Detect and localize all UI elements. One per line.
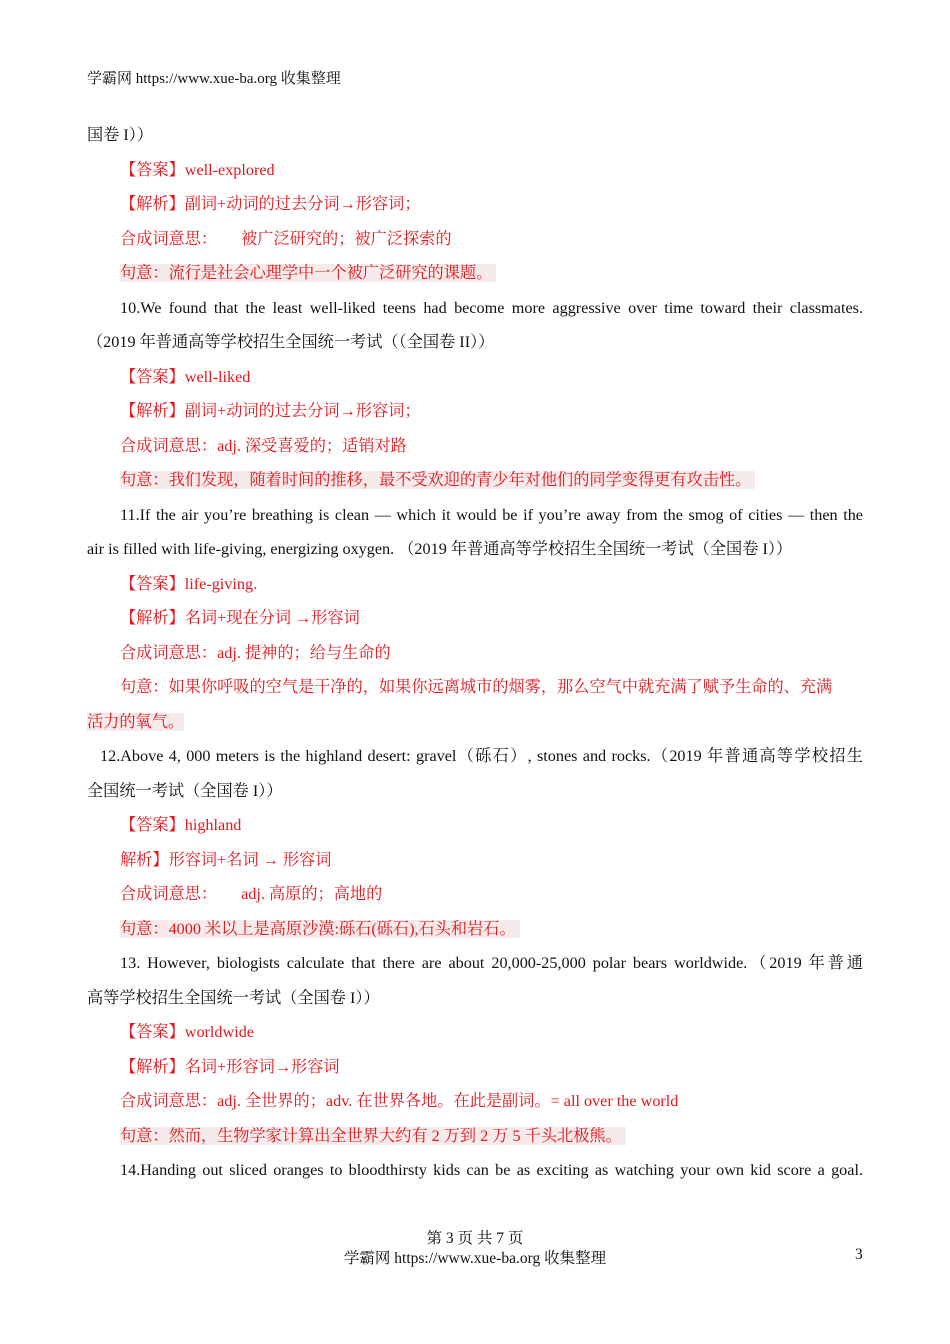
sentence-line xyxy=(87,670,863,705)
sentence-text-2: 活力的氧气。 xyxy=(87,712,185,731)
analysis-text: 名词+现在分词 →形容词 xyxy=(184,609,360,627)
document-body xyxy=(87,118,863,1188)
footer-site: 学霸网 https://www.xue-ba.org 收集整理 xyxy=(343,1250,607,1267)
sentence-line xyxy=(87,463,863,498)
sentence-line-2 xyxy=(87,705,863,740)
answer-label: 【答案】 xyxy=(120,367,185,386)
question-line: 14.Handing out sliced oranges to bloodthirsty kids can be as exciting as watching your own kid score a goal. xyxy=(120,1161,863,1179)
meaning-text: 被广泛研究的；被广泛探索的 xyxy=(241,229,452,248)
meaning-text: adj. 提神的；给与生命的 xyxy=(217,643,391,662)
analysis-text: 形容词+名词 → 形容词 xyxy=(168,850,332,869)
question-line-2: 高等学校招生全国统一考试（全国卷 I）） xyxy=(87,988,380,1007)
sentence-text: 然而，生物学家计算出全世界大约有 2 万到 2 万 5 千头北极熊。 xyxy=(168,1126,622,1145)
answer-text: life-giving. xyxy=(184,574,258,593)
sentence-text: 如果你呼吸的空气是干净的，如果你远离城市的烟雾，那么空气中就充满了赋予生命的、充满 xyxy=(168,678,833,696)
answer-label: 【答案】 xyxy=(120,816,185,834)
footer-page-info: 第 3 页 共 7 页 xyxy=(426,1230,524,1247)
question-line-2: （2019 年普通高等学校招生全国统一考试（（全国卷 II）） xyxy=(87,333,495,351)
analysis-label: 【解析】 xyxy=(120,609,185,627)
meaning-line xyxy=(87,222,863,257)
answer-label: 【答案】 xyxy=(120,574,185,593)
sentence-highlight xyxy=(120,1127,626,1145)
analysis-line xyxy=(87,394,863,429)
meaning-label: 合成词意思： xyxy=(120,1092,218,1110)
sentence-line xyxy=(87,912,863,947)
meaning-line xyxy=(87,1084,863,1119)
question-tail: 国卷 I）） xyxy=(87,126,154,144)
analysis-line xyxy=(87,1050,863,1085)
sentence-line xyxy=(87,1119,863,1154)
sentence-text: 流行是社会心理学中一个被广泛研究的课题。 xyxy=(168,264,493,282)
question-line-2: air is filled with life-giving, energizing oxygen. （2019 年普通高等学校招生全国统一考试（全国卷 I）） xyxy=(87,540,793,558)
sentence-label: 句意： xyxy=(120,471,169,489)
answer-text: worldwide xyxy=(184,1023,254,1041)
meaning-label: 合成词意思： xyxy=(120,643,218,662)
analysis-text: 副词+动词的过去分词→形容词； xyxy=(184,402,421,420)
sentence-highlight xyxy=(120,920,520,938)
answer-line xyxy=(87,153,863,188)
meaning-line xyxy=(87,636,863,671)
analysis-text: 名词+形容词→形容词 xyxy=(184,1057,340,1076)
sentence-text: 4000 米以上是高原沙漠:砾石(砾石),石头和岩石。 xyxy=(168,919,516,938)
meaning-label: 合成词意思： xyxy=(120,436,218,455)
sentence-text: 我们发现，随着时间的推移，最不受欢迎的青少年对他们的同学变得更有攻击性。 xyxy=(168,471,752,489)
answer-line xyxy=(87,808,863,843)
question-line: 11.If the air you’re breathing is clean — which it would be if you’re away from the smog of cities — then the xyxy=(120,505,863,524)
analysis-label: 【解析】 xyxy=(120,402,185,420)
analysis-line xyxy=(87,843,863,878)
analysis-label: 【解析】 xyxy=(120,195,185,213)
meaning-text: adj. 深受喜爱的；适销对路 xyxy=(217,436,407,455)
page-header: 学霸网 https://www.xue-ba.org 收集整理 xyxy=(87,71,341,87)
analysis-label: 【解析】 xyxy=(120,1057,185,1076)
analysis-label: 解析】 xyxy=(120,850,169,869)
answer-label: 【答案】 xyxy=(120,160,185,179)
question-line: 13. However, biologists calculate that there are about 20,000-25,000 polar bears worldwide.（2019 年普通 xyxy=(120,954,863,972)
question-line: 12.Above 4, 000 meters is the highland desert: gravel（砾石）, stones and rocks.（2019 年普通高等学校招生 xyxy=(100,747,863,765)
page-number: 3 xyxy=(855,1246,863,1263)
analysis-line xyxy=(87,601,863,636)
sentence-label: 句意： xyxy=(120,1126,169,1145)
analysis-text: 副词+动词的过去分词→形容词； xyxy=(184,195,421,213)
answer-text: well-explored xyxy=(184,160,275,179)
analysis-line xyxy=(87,187,863,222)
sentence-highlight xyxy=(120,264,496,282)
answer-label: 【答案】 xyxy=(120,1023,185,1041)
sentence-highlight xyxy=(120,471,755,489)
meaning-label: 合成词意思： xyxy=(120,885,218,903)
answer-text: well-liked xyxy=(184,367,251,386)
question-line: 10.We found that the least well-liked teens had become more aggressive over time toward their classmates. xyxy=(120,298,863,317)
sentence-label: 句意： xyxy=(120,919,169,938)
answer-line xyxy=(87,1015,863,1050)
sentence-label: 句意： xyxy=(120,264,169,282)
meaning-line xyxy=(87,877,863,912)
meaning-line xyxy=(87,429,863,464)
answer-line xyxy=(87,360,863,395)
sentence-label: 句意： xyxy=(120,678,169,696)
meaning-text: adj. 高原的；高地的 xyxy=(241,885,383,903)
answer-line xyxy=(87,567,863,602)
meaning-text: adj. 全世界的；adv. 在世界各地。在此是副词。= all over the world xyxy=(217,1092,679,1110)
question-line-2: 全国统一考试（全国卷 I）） xyxy=(87,781,283,800)
sentence-line xyxy=(87,256,863,291)
meaning-label: 合成词意思： xyxy=(120,229,218,248)
answer-text: highland xyxy=(184,816,242,834)
